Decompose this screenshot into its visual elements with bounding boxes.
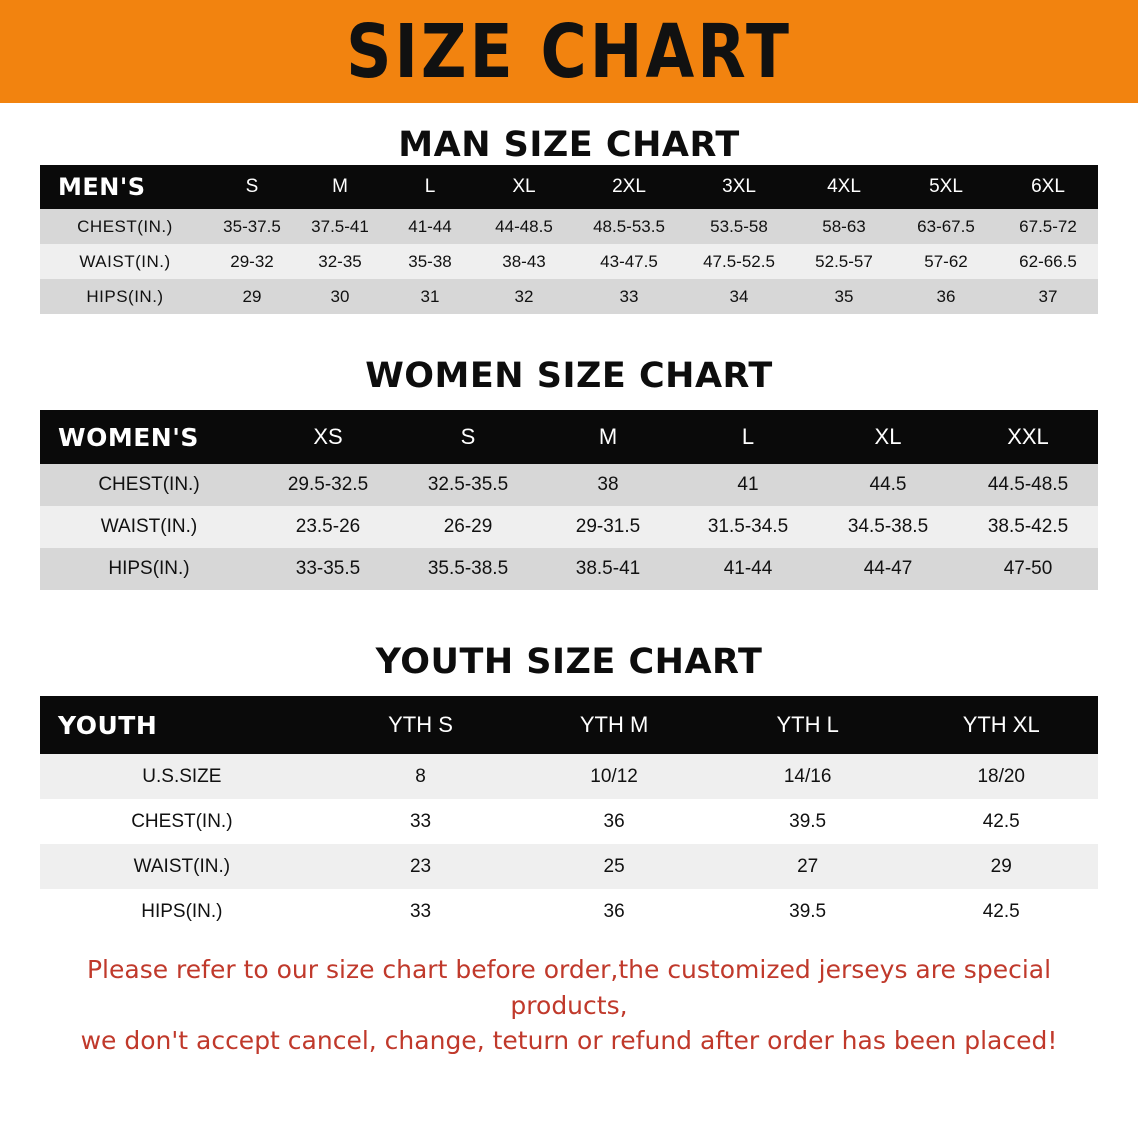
youth-cell-chest-2: 39.5 xyxy=(711,799,905,844)
youth-row-label-chest: CHEST(IN.) xyxy=(40,799,324,844)
man-cell-chest-3: 44-48.5 xyxy=(474,209,574,244)
women-cell-hips-1: 35.5-38.5 xyxy=(398,548,538,590)
man-size-table xyxy=(40,165,1098,314)
man-header-cell-5: 2XL xyxy=(574,165,684,209)
women-cell-waist-5: 38.5-42.5 xyxy=(958,506,1098,548)
man-header-cell-3: L xyxy=(386,165,474,209)
women-cell-chest-2: 38 xyxy=(538,464,678,506)
youth-cell-ussize-0: 8 xyxy=(324,754,518,799)
man-cell-hips-8: 37 xyxy=(998,279,1098,314)
youth-table-wrap xyxy=(40,696,1098,934)
women-cell-chest-1: 32.5-35.5 xyxy=(398,464,538,506)
women-cell-hips-4: 44-47 xyxy=(818,548,958,590)
man-header-cell-7: 4XL xyxy=(794,165,894,209)
man-cell-hips-1: 30 xyxy=(294,279,386,314)
man-table-wrap xyxy=(40,165,1098,314)
man-cell-chest-5: 53.5-58 xyxy=(684,209,794,244)
table-row xyxy=(40,754,1098,799)
man-cell-chest-0: 35-37.5 xyxy=(210,209,294,244)
table-row xyxy=(40,844,1098,889)
women-cell-chest-3: 41 xyxy=(678,464,818,506)
disclaimer-line-1: Please refer to our size chart before order,the customized jerseys are special products, xyxy=(86,955,1052,1020)
youth-cell-hips-3: 42.5 xyxy=(904,889,1098,934)
women-size-table xyxy=(40,410,1098,590)
man-header-cell-9: 6XL xyxy=(998,165,1098,209)
man-cell-chest-4: 48.5-53.5 xyxy=(574,209,684,244)
man-cell-chest-7: 63-67.5 xyxy=(894,209,998,244)
women-header-cell-2: S xyxy=(398,410,538,464)
women-header-cell-1: XS xyxy=(258,410,398,464)
table-row xyxy=(40,464,1098,506)
women-cell-waist-1: 26-29 xyxy=(398,506,538,548)
man-cell-waist-6: 52.5-57 xyxy=(794,244,894,279)
women-cell-waist-4: 34.5-38.5 xyxy=(818,506,958,548)
man-cell-hips-6: 35 xyxy=(794,279,894,314)
youth-cell-chest-1: 36 xyxy=(517,799,711,844)
youth-cell-hips-0: 33 xyxy=(324,889,518,934)
women-header-cell-0: WOMEN'S xyxy=(40,410,258,464)
women-cell-waist-0: 23.5-26 xyxy=(258,506,398,548)
table-row xyxy=(40,279,1098,314)
man-cell-waist-3: 38-43 xyxy=(474,244,574,279)
youth-header-row xyxy=(40,696,1098,754)
women-header-cell-4: L xyxy=(678,410,818,464)
youth-header-cell-1: YTH S xyxy=(324,696,518,754)
table-row xyxy=(40,889,1098,934)
women-header-cell-3: M xyxy=(538,410,678,464)
table-row xyxy=(40,548,1098,590)
women-cell-hips-5: 47-50 xyxy=(958,548,1098,590)
youth-header-cell-0: YOUTH xyxy=(40,696,324,754)
man-section-title: MAN SIZE CHART xyxy=(398,125,740,165)
man-row-label-chest: CHEST(IN.) xyxy=(40,209,210,244)
youth-cell-waist-2: 27 xyxy=(711,844,905,889)
women-section-title: WOMEN SIZE CHART xyxy=(365,356,773,396)
youth-header-cell-4: YTH XL xyxy=(904,696,1098,754)
women-cell-waist-2: 29-31.5 xyxy=(538,506,678,548)
youth-size-table xyxy=(40,696,1098,934)
man-row-label-hips: HIPS(IN.) xyxy=(40,279,210,314)
youth-cell-waist-3: 29 xyxy=(904,844,1098,889)
man-cell-waist-1: 32-35 xyxy=(294,244,386,279)
women-row-label-chest: CHEST(IN.) xyxy=(40,464,258,506)
youth-header-cell-3: YTH L xyxy=(711,696,905,754)
man-header-cell-1: S xyxy=(210,165,294,209)
women-cell-chest-4: 44.5 xyxy=(818,464,958,506)
women-header-row xyxy=(40,410,1098,464)
youth-cell-waist-1: 25 xyxy=(517,844,711,889)
women-row-label-hips: HIPS(IN.) xyxy=(40,548,258,590)
youth-row-label-waist: WAIST(IN.) xyxy=(40,844,324,889)
man-cell-hips-2: 31 xyxy=(386,279,474,314)
man-cell-hips-3: 32 xyxy=(474,279,574,314)
women-row-label-waist: WAIST(IN.) xyxy=(40,506,258,548)
man-header-cell-8: 5XL xyxy=(894,165,998,209)
man-cell-waist-2: 35-38 xyxy=(386,244,474,279)
man-row-label-waist: WAIST(IN.) xyxy=(40,244,210,279)
youth-cell-chest-0: 33 xyxy=(324,799,518,844)
man-cell-waist-5: 47.5-52.5 xyxy=(684,244,794,279)
disclaimer-note xyxy=(40,952,1098,1059)
women-cell-waist-3: 31.5-34.5 xyxy=(678,506,818,548)
women-cell-chest-5: 44.5-48.5 xyxy=(958,464,1098,506)
women-cell-hips-2: 38.5-41 xyxy=(538,548,678,590)
man-cell-hips-0: 29 xyxy=(210,279,294,314)
youth-cell-hips-1: 36 xyxy=(517,889,711,934)
women-table-wrap xyxy=(40,410,1098,590)
youth-row-label-ussize: U.S.SIZE xyxy=(40,754,324,799)
man-cell-chest-1: 37.5-41 xyxy=(294,209,386,244)
youth-cell-ussize-3: 18/20 xyxy=(904,754,1098,799)
youth-header-cell-2: YTH M xyxy=(517,696,711,754)
youth-section-title: YOUTH SIZE CHART xyxy=(375,642,763,682)
youth-cell-chest-3: 42.5 xyxy=(904,799,1098,844)
man-cell-hips-5: 34 xyxy=(684,279,794,314)
women-cell-chest-0: 29.5-32.5 xyxy=(258,464,398,506)
man-cell-waist-0: 29-32 xyxy=(210,244,294,279)
youth-cell-waist-0: 23 xyxy=(324,844,518,889)
women-header-cell-5: XL xyxy=(818,410,958,464)
table-row xyxy=(40,506,1098,548)
banner xyxy=(0,0,1138,103)
man-header-cell-0: MEN'S xyxy=(40,165,210,209)
youth-row-label-hips: HIPS(IN.) xyxy=(40,889,324,934)
man-header-cell-4: XL xyxy=(474,165,574,209)
man-cell-hips-4: 33 xyxy=(574,279,684,314)
women-header-cell-6: XXL xyxy=(958,410,1098,464)
table-row xyxy=(40,244,1098,279)
man-header-row xyxy=(40,165,1098,209)
youth-cell-ussize-1: 10/12 xyxy=(517,754,711,799)
man-header-cell-6: 3XL xyxy=(684,165,794,209)
man-cell-waist-4: 43-47.5 xyxy=(574,244,684,279)
man-cell-chest-6: 58-63 xyxy=(794,209,894,244)
banner-title: SIZE CHART xyxy=(346,8,792,95)
women-cell-hips-3: 41-44 xyxy=(678,548,818,590)
youth-cell-ussize-2: 14/16 xyxy=(711,754,905,799)
man-header-cell-2: M xyxy=(294,165,386,209)
table-row xyxy=(40,799,1098,844)
man-cell-hips-7: 36 xyxy=(894,279,998,314)
youth-cell-hips-2: 39.5 xyxy=(711,889,905,934)
man-cell-chest-2: 41-44 xyxy=(386,209,474,244)
man-cell-waist-8: 62-66.5 xyxy=(998,244,1098,279)
table-row xyxy=(40,209,1098,244)
women-cell-hips-0: 33-35.5 xyxy=(258,548,398,590)
man-cell-waist-7: 57-62 xyxy=(894,244,998,279)
disclaimer-line-2: we don't accept cancel, change, teturn or refund after order has been placed! xyxy=(80,1026,1058,1055)
man-cell-chest-8: 67.5-72 xyxy=(998,209,1098,244)
